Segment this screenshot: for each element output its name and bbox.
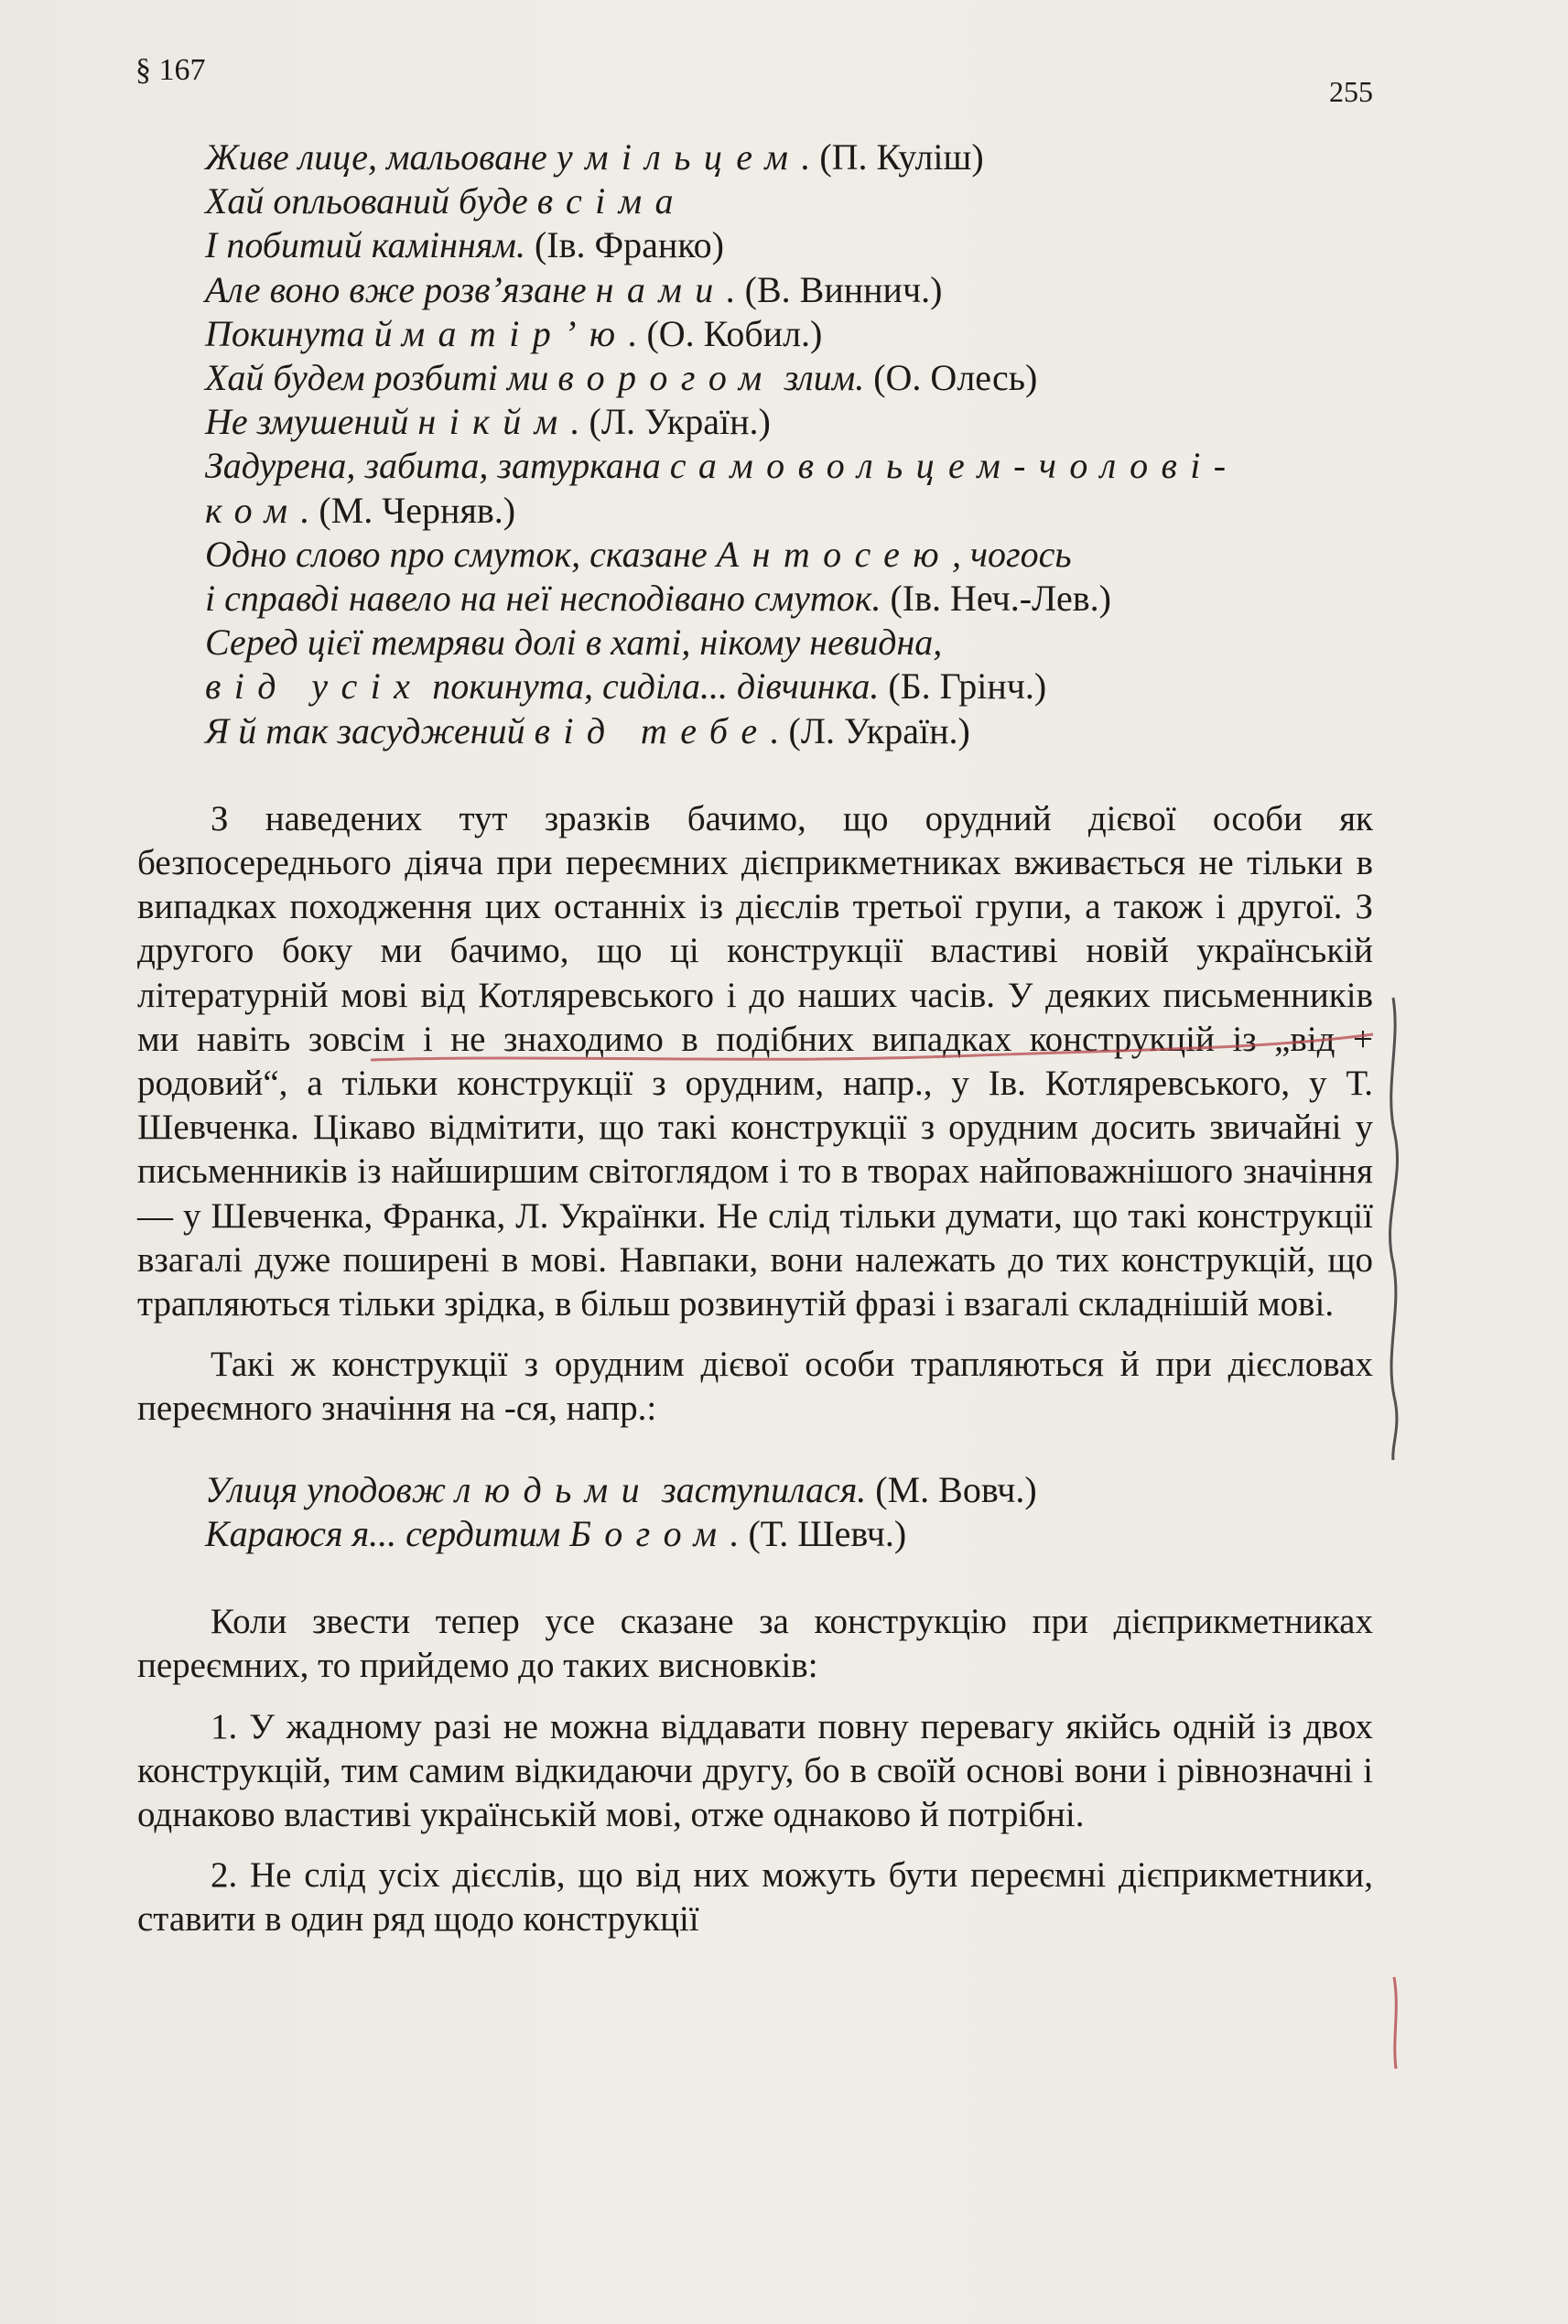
quote-text-tail: злим.: [774, 357, 865, 399]
page-number: 255: [1329, 75, 1373, 108]
quote-text: Хай будем розбиті ми: [205, 357, 558, 399]
quote-source: (О. Кобил.): [637, 312, 823, 354]
paragraph-3: Коли звести тепер усе сказане за конструкцію при дієприкметниках переємних, то прийдемо до таких висновків:: [137, 1602, 1373, 1686]
quote-emphasis: самовольцем-чолові-: [669, 445, 1239, 487]
quote-source: (В. Виннич.): [735, 268, 943, 310]
paragraph-4: 1. У жадному разі не можна віддавати повну перевагу якійсь одній із двох конструкцій, тим самим відкидаючи другу, бо в своїй основі вони і рівнозначні і однаково властиві українській мові, отже однаково й потрібні.: [137, 1706, 1373, 1834]
quote-source: (М. Черняв.): [309, 489, 516, 531]
quotes-block-2: [205, 1468, 1373, 1556]
quote-line: [205, 1468, 1373, 1512]
quote-line: [205, 444, 1373, 488]
quote-emphasis: умільцем: [556, 136, 802, 178]
quote-emphasis: Антосею: [716, 533, 952, 575]
quote-emphasis: матір’ю: [401, 312, 629, 354]
quote-line: [205, 577, 1373, 621]
quote-emphasis: ворогом: [557, 357, 775, 399]
quote-source: (Л. Україн.): [579, 401, 771, 443]
paragraph-1: З наведених тут зразків бачимо, що орудний дієвої особи як безпосереднього діяча при переємних дієприкметниках вживається не тільки в випадках походження цих останніх із дієслів третьої групи, а також і другої. З другого боку ми бачимо, що ці конструкції властиві новій українській літературній мові від Котляревського і до наших часів. У деяких письменників ми навіть зовсім і не знаходимо в подібних випадках конструкцій із „від + родовий“, а тільки конструкції з орудним, напр., у Ів. Котляревського, у Т. Шевченка. Цікаво відмітити, що такі конструкції з орудним досить звичайні у письменників із найширшим світоглядом і то в творах найповажнішого значіння — у Шевченка, Франка, Л. Українки. Не слід тільки думати, що такі конструкції взагалі дуже поширені в мові. Навпаки, вони належать до тих конструкцій, що трапляються тільки зрідка, в більш розвинутій фразі і взагалі складнішій мові.: [137, 798, 1373, 1324]
quote-line: [205, 489, 1373, 533]
quote-line: [205, 1512, 1373, 1556]
quote-source: (Ів. Неч.-Лев.): [881, 578, 1111, 620]
quote-text-tail: .: [628, 312, 638, 354]
quote-text: Не змушений: [205, 401, 418, 443]
quote-text: Улиця уподовж: [205, 1468, 455, 1510]
quote-source: (Б. Грінч.): [879, 665, 1047, 708]
section-number: § 167: [135, 53, 206, 87]
margin-red-mark: [1387, 1973, 1405, 2073]
margin-bracket-mark: [1373, 989, 1410, 1465]
quote-text: Живе лице, мальоване: [205, 136, 557, 178]
quote-line: [205, 312, 1373, 356]
quote-line: [205, 223, 1373, 267]
quote-line: [205, 709, 1373, 753]
quote-line: [205, 268, 1373, 312]
quote-emphasis: нікйм: [417, 401, 571, 443]
quote-source: (П. Куліш): [810, 136, 984, 178]
quote-text: Я й так засуджений: [205, 709, 535, 751]
quote-line: [205, 135, 1373, 179]
quote-text: Серед цієї темряви долі в хаті, нікому невидна,: [205, 622, 943, 664]
quote-line: [205, 665, 1373, 708]
quote-text-tail: заступилася.: [653, 1468, 867, 1510]
quote-text-tail: .: [801, 136, 811, 178]
quote-emphasis: ком: [205, 489, 301, 531]
quote-line: [205, 179, 1373, 223]
quote-text-tail: .: [570, 401, 580, 443]
quote-text: Покинута й: [205, 312, 402, 354]
paragraph-2: Такі ж конструкції з орудним дієвої особи трапляються й при дієсловах переємного значіння на -ся, напр.:: [137, 1345, 1373, 1429]
page-content: [137, 135, 1373, 1942]
quote-text: Хай опльований буде: [205, 180, 537, 222]
quote-text: Караюся я... сердитим: [205, 1512, 570, 1554]
quote-line: [205, 533, 1373, 577]
quote-source: (Т. Шевч.): [739, 1512, 907, 1554]
quote-text: Але воно вже розв’язане: [205, 268, 596, 310]
quote-text: І побитий камінням.: [205, 224, 525, 266]
quote-emphasis: нами: [595, 268, 727, 310]
quote-text: і справді навело на неї несподівано смуток.: [205, 578, 881, 620]
quote-source: (М. Вовч.): [866, 1468, 1037, 1510]
quote-text: Задурена, забита, затуркана: [205, 445, 670, 487]
quotes-block-1: [205, 135, 1373, 753]
quote-text-tail: .: [730, 1512, 740, 1554]
quote-text: Одно слово про смуток, сказане: [205, 533, 717, 575]
quote-source: (Ів. Франко): [524, 224, 724, 266]
quote-emphasis: Богом: [569, 1512, 730, 1554]
quote-text-tail: .: [770, 709, 780, 751]
quote-line: [205, 621, 1373, 665]
quote-source: (Л. Україн.): [779, 709, 970, 751]
quote-text-tail: покинута, сиділа... дівчинка.: [423, 665, 880, 708]
quote-emphasis: людьми: [455, 1468, 654, 1510]
quote-emphasis: від усіх: [205, 665, 424, 708]
quote-text-tail: .: [726, 268, 736, 310]
paragraph-5: 2. Не слід усіх дієслів, що від них можуть бути переємні дієприкметники, ставити в один ряд щодо конструкції: [137, 1855, 1373, 1940]
quote-emphasis: від тебе: [534, 709, 771, 751]
quote-source: (О. Олесь): [864, 357, 1038, 399]
quote-emphasis: всіма: [536, 180, 687, 222]
quote-text-tail: .: [300, 489, 310, 531]
quote-text-tail: , чогось: [951, 533, 1072, 575]
quote-line: [205, 400, 1373, 444]
quote-line: [205, 356, 1373, 400]
